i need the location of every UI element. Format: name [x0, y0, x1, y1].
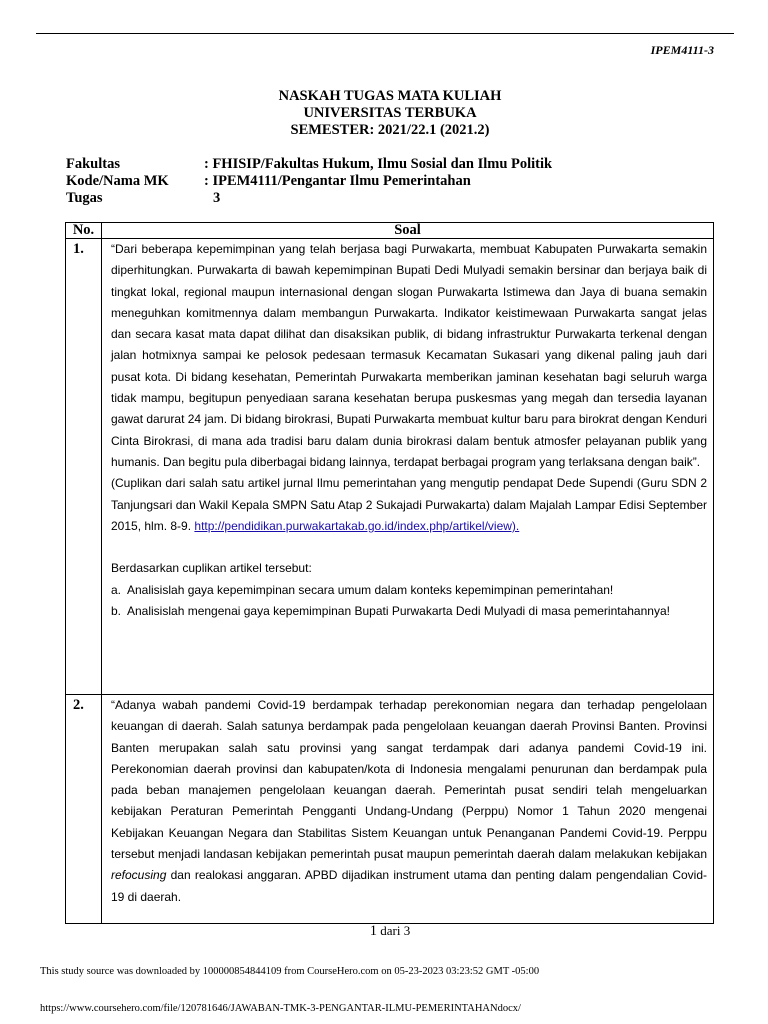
fakultas-value: : FHISIP/Fakultas Hukum, Ilmu Sosial dan Ilmu Politik	[204, 156, 553, 172]
question-number: 2.	[66, 695, 102, 924]
title-line-3: SEMESTER: 2021/22.1 (2021.2)	[290, 122, 490, 138]
list-item	[111, 601, 707, 622]
tugas-label: Tugas	[66, 190, 103, 206]
page-number	[0, 923, 768, 940]
page-current: 1	[369, 923, 378, 939]
question-source	[111, 473, 707, 537]
column-header-no: No.	[66, 223, 102, 239]
column-header-soal: Soal	[102, 223, 714, 239]
item-text: Analisislah mengenai gaya kepemimpinan Bupati Purwakarta Dedi Mulyadi di masa pemerintahannya!	[127, 604, 670, 619]
page-total: dari 3	[380, 923, 411, 938]
question-paragraph	[111, 695, 707, 908]
question-text	[102, 695, 714, 924]
source-text: (Cuplikan dari salah satu artikel jurnal Ilmu pemerintahan yang mengutip pendapat Dede Supendi (Guru SDN 2 Tanjungsari dan Wakil Kepala SMPN Satu Atap 2 Sukajadi Purwakarta) dalam Majalah Lampar Edisi September 2015, hlm. 8-9.	[111, 476, 707, 533]
kode-value: : IPEM4111/Pengantar Ilmu Pemerintahan	[204, 173, 471, 189]
item-text: Analisislah gaya kepemimpinan secara umum dalam konteks kepemimpinan pemerintahan!	[127, 582, 614, 597]
table-row	[66, 695, 714, 924]
course-info	[66, 156, 552, 207]
table-row	[66, 239, 714, 695]
item-marker: a.	[111, 582, 122, 597]
document-title	[0, 88, 768, 139]
document-code: IPEM4111-3	[650, 43, 714, 57]
download-notice: This study source was downloaded by 100000854844109 from CourseHero.com on 05-23-2023 03:23:52 GMT -05:00	[40, 966, 540, 977]
italic-term: refocusing	[111, 868, 167, 883]
fakultas-label: Fakultas	[66, 156, 120, 172]
spacer	[111, 537, 707, 558]
text-part: “Adanya wabah pandemi Covid-19 berdampak terhadap perekonomian negara dan terhadap pengelolaan keuangan di daerah. Salah satunya berdampak pada pengelolaan keuangan daerah Provinsi Banten. Provinsi Banten merupakan salah satu provinsi yang sangat terdampak dari adanya pandemi Covid-19 ini. Perekonomian daerah provinsi dan kabupaten/kota di Indonesia mengalami penurunan dan berdampak pula pada beban manajemen pengelolaan keuangan daerah. Pemerintah pusat sendiri telah mengeluarkan kebijakan Peraturan Pemerintah Pengganti Undang-Undang (Perppu) Nomor 1 Tahun 2020 mengenai Kebijakan Keuangan Negara dan Stabilitas Sistem Keuangan untuk Penanganan Pandemi Covid-19. Perppu tersebut menjadi landasan kebijakan pemerintah pusat maupun pemerintah daerah dalam melakukan kebijakan	[111, 698, 707, 862]
title-line-1: NASKAH TUGAS MATA KULIAH	[278, 88, 502, 104]
fakultas-row	[66, 156, 552, 173]
kode-label: Kode/Nama MK	[66, 173, 169, 189]
question-text	[102, 239, 714, 695]
header-rule	[36, 33, 734, 34]
list-item	[111, 580, 707, 601]
source-url: https://www.coursehero.com/file/120781646/JAWABAN-TMK-3-PENGANTAR-ILMU-PEMERINTAHANdocx/	[40, 1003, 521, 1014]
source-link[interactable]: http://pendidikan.purwakartakab.go.id/index.php/artikel/view).	[194, 518, 520, 533]
question-items	[111, 580, 707, 623]
title-line-2: UNIVERSITAS TERBUKA	[303, 105, 477, 121]
question-prompt: Berdasarkan cuplikan artikel tersebut:	[111, 561, 312, 576]
kode-row	[66, 173, 552, 190]
text-part: dan realokasi anggaran. APBD dijadikan instrument utama dan penting dalam pengendalian Covid-19 di daerah.	[111, 868, 707, 904]
question-number: 1.	[66, 239, 102, 695]
question-quote: “Dari beberapa kepemimpinan yang telah berjasa bagi Purwakarta, membuat Kabupaten Purwakarta semakin diperhitungkan. Purwakarta di bawah kepemimpinan Bupati Dedi Mulyadi semakin bersinar dan berjaya baik di tingkat lokal, regional maupun internasional dengan slogan Purwakarta Istimewa dan Jaya di buana semakin meneguhkan komitmennya dalam membangun Purwakarta. Indikator keistimewaan Purwakarta sangat jelas dan secara kasat mata dapat dilihat dan disaksikan publik, di bidang infrastruktur Purwakarta terkenal dengan jalan hotmixnya sampai ke pelosok pedesaan termasuk Kecamatan Sukasari yang dikenal paling jauh dari pusat kota. Di bidang kesehatan, Pemerintah Purwakarta memberikan jaminan kesehatan bagi seluruh warga tidak mampu, begitupun penyediaan sarana kesehatan berupa puskesmas yang megah dan tersedia layanan gawat darurat 24 jam. Di bidang birokrasi, Bupati Purwakarta membuat kultur baru para birokrat dengan Kenduri Cinta Birokrasi, di mana ada tradisi baru dalam dunia birokrasi dalam bentuk atmosfer pelayanan publik yang humanis. Dan begitu pula diberbagai bidang lainnya, terdapat berbagai program yang terlaksana dengan baik”.	[111, 242, 707, 469]
question-table	[65, 222, 714, 924]
table-header-row	[66, 223, 714, 239]
tugas-row	[66, 190, 552, 207]
item-marker: b.	[111, 604, 122, 619]
tugas-value: 3	[213, 190, 221, 206]
